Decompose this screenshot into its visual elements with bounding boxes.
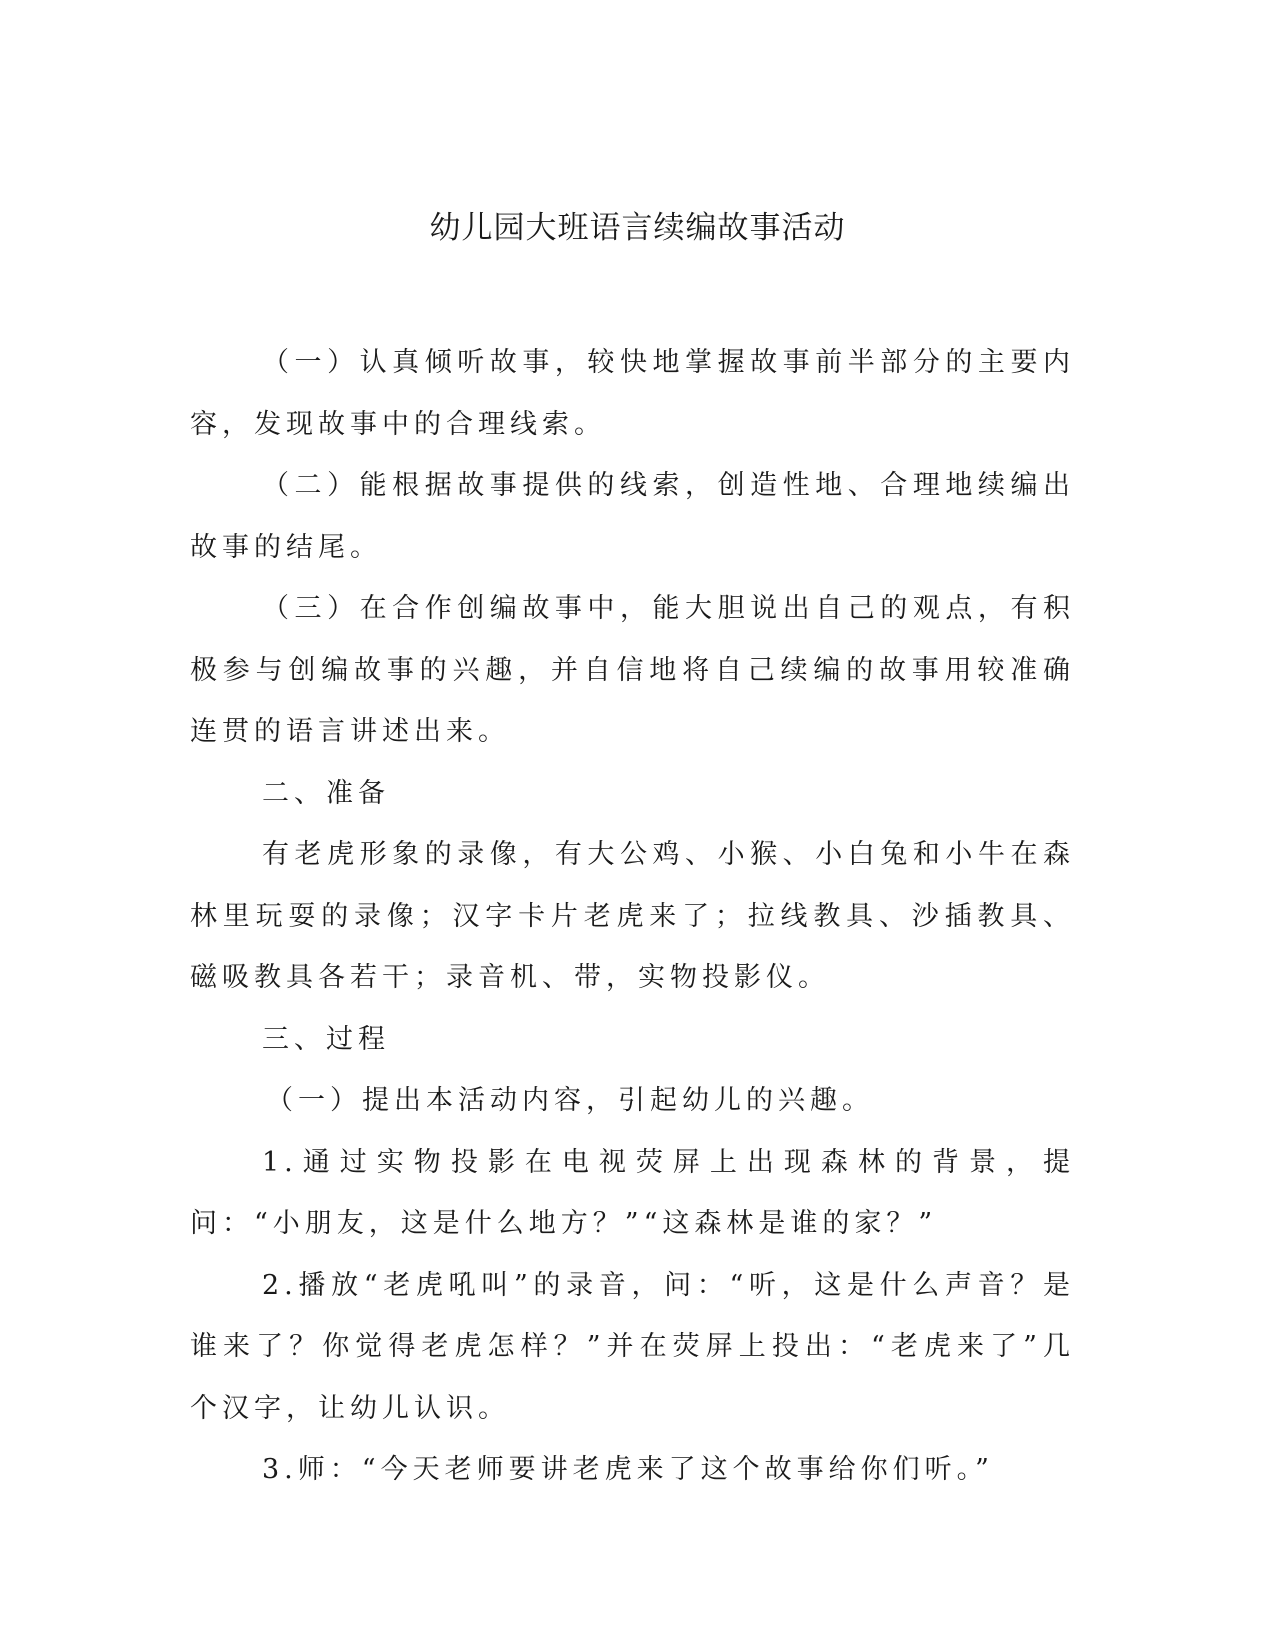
paragraph-step-2: 2.播放“老虎吼叫”的录音，问：“听，这是什么声音？是谁来了？你觉得老虎怎样？”并在荧屏上投出：“老虎来了”几个汉字，让幼儿认识。 [190, 1269, 1075, 1424]
paragraph-step-1: 1.通过实物投影在电视荧屏上出现森林的背景，提问：“小朋友，这是什么地方？”“这森林是谁的家？” [190, 1146, 1075, 1239]
paragraph-step-3: 3.师：“今天老师要讲老虎来了这个故事给你们听。” [262, 1454, 994, 1485]
document-title: 幼儿园大班语言续编故事活动 [429, 210, 846, 246]
document-body [190, 332, 1075, 1501]
section-heading-preparation: 二、准备 [262, 777, 390, 809]
paragraph-goal-2: （二）能根据故事提供的线索，创造性地、合理地续编出故事的结尾。 [190, 470, 1075, 563]
section-heading-process: 三、过程 [262, 1023, 390, 1055]
paragraph-goal-1: （一）认真倾听故事，较快地掌握故事前半部分的主要内容，发现故事中的合理线索。 [190, 347, 1075, 440]
paragraph-process-1: （一）提出本活动内容，引起幼儿的兴趣。 [266, 1085, 874, 1116]
paragraph-preparation: 有老虎形象的录像，有大公鸡、小猴、小白兔和小牛在森林里玩耍的录像；汉字卡片老虎来了；拉线教具、沙插教具、磁吸教具各若干；录音机、带，实物投影仪。 [190, 839, 1075, 993]
paragraph-goal-3: （三）在合作创编故事中，能大胆说出自己的观点，有积极参与创编故事的兴趣，并自信地将自己续编的故事用较准确连贯的语言讲述出来。 [190, 593, 1075, 747]
